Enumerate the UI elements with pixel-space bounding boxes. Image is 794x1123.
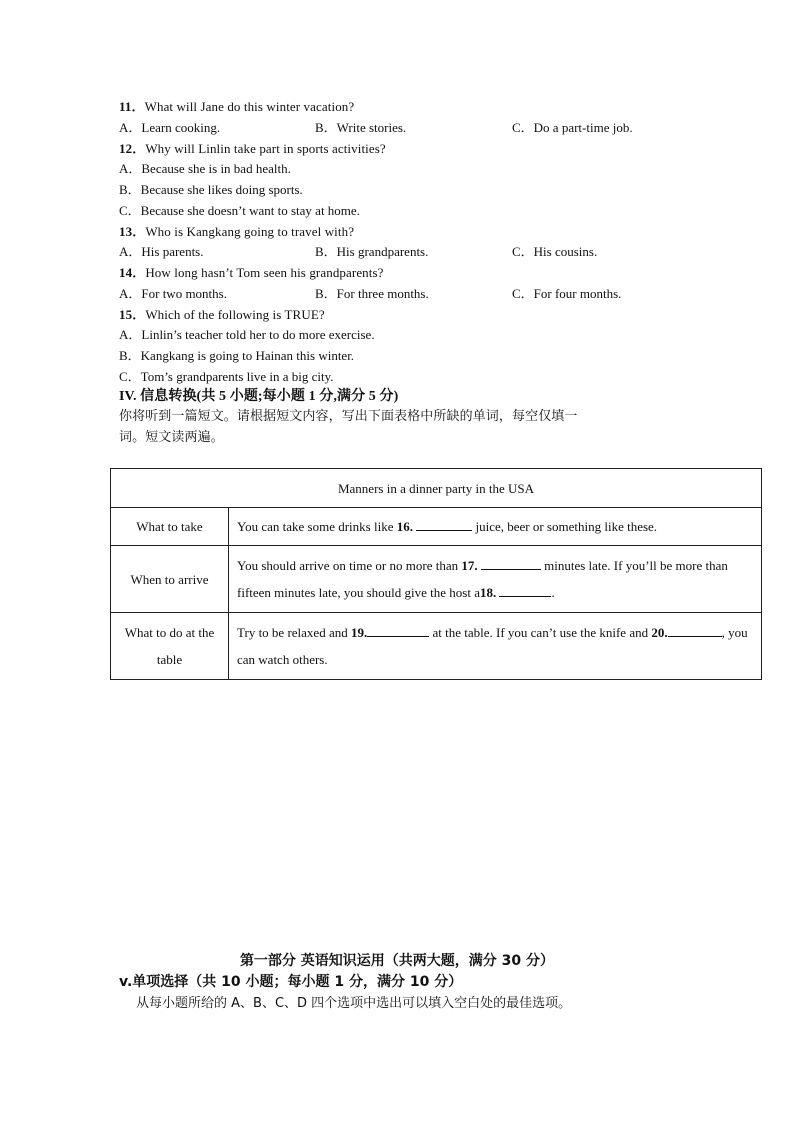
section-4-instruction: 你将听到一篇短文。请根据短文内容，写出下面表格中所缺的单词，每空仅填一	[119, 409, 578, 424]
table-row	[111, 546, 762, 613]
info-table	[110, 468, 762, 680]
question-text: Which of the following is TRUE?	[145, 307, 325, 322]
blank-number: 16.	[396, 519, 413, 534]
option-b: B．For three months.	[315, 286, 429, 301]
option-a: A．Because she is in bad health.	[119, 161, 291, 176]
question-15	[119, 307, 325, 323]
row-text: juice, beer or something like these.	[472, 519, 658, 534]
row-content	[229, 613, 762, 680]
answer-blank-18[interactable]	[499, 584, 551, 597]
option-b: B．Write stories.	[315, 120, 407, 135]
question-14	[119, 265, 384, 281]
row-content	[229, 508, 762, 546]
question-11	[119, 99, 354, 115]
answer-blank-20[interactable]	[668, 624, 722, 637]
row-label: What to do at the table	[111, 613, 229, 680]
question-text: Why will Linlin take part in sports activities?	[145, 141, 386, 156]
row-label: When to arrive	[111, 546, 229, 613]
blank-number: 18.	[479, 585, 497, 600]
option-a: A．Learn cooking.	[119, 120, 221, 135]
row-text: at the table. If you can’t use the knife and	[429, 625, 652, 640]
part-1-title: 第一部分 英语知识运用（共两大题，满分 30 分）	[239, 953, 555, 969]
row-text: You can take some drinks like	[237, 519, 397, 534]
section-5-title: v.单项选择（共 10 小题；每小题 1 分，满分 10 分）	[119, 974, 463, 990]
answer-blank-19[interactable]	[367, 624, 429, 637]
section-4-instruction-cont: 词。短文读两遍。	[119, 430, 224, 445]
row-text: Try to be relaxed and	[237, 625, 351, 640]
option-a: A．His parents.	[119, 244, 204, 259]
blank-number: 19.	[350, 625, 368, 640]
section-4-title: IV. 信息转换(共 5 小题;每小题 1 分,满分 5 分)	[119, 389, 399, 404]
table-header: Manners in a dinner party in the USA	[111, 469, 762, 508]
question-number: 11．	[119, 99, 145, 114]
row-content	[229, 546, 762, 613]
question-number: 12．	[119, 141, 146, 156]
row-text: , you can watch others.	[237, 625, 748, 667]
question-text: What will Jane do this winter vacation?	[144, 99, 355, 114]
section-5-instruction: 从每小题所给的 A、B、C、D 四个选项中选出可以填入空白处的最佳选项。	[136, 996, 572, 1011]
option-b: B．Because she likes doing sports.	[119, 182, 303, 197]
option-c: C．His cousins.	[512, 244, 598, 259]
option-a: A．Linlin’s teacher told her to do more exercise.	[119, 327, 375, 342]
question-12	[119, 141, 386, 157]
option-a: A．For two months.	[119, 286, 227, 301]
row-text: .	[551, 585, 555, 600]
option-c: C．Tom’s grandparents live in a big city.	[119, 369, 334, 384]
option-c: C．Do a part-time job.	[512, 120, 633, 135]
question-13	[119, 224, 354, 240]
answer-blank-17[interactable]	[481, 557, 541, 570]
question-number: 13．	[119, 224, 146, 239]
option-c: C．For four months.	[512, 286, 622, 301]
option-c: C．Because she doesn’t want to stay at home.	[119, 203, 360, 218]
table-row	[111, 508, 762, 546]
answer-blank-16[interactable]	[416, 518, 472, 531]
question-text: Who is Kangkang going to travel with?	[145, 224, 355, 239]
row-label: What to take	[111, 508, 229, 546]
question-number: 14．	[119, 265, 146, 280]
table-row	[111, 613, 762, 680]
question-text: How long hasn’t Tom seen his grandparents?	[145, 265, 384, 280]
option-b: B．His grandparents.	[315, 244, 429, 259]
blank-number: 20.	[651, 625, 668, 640]
row-text: You should arrive on time or no more than	[237, 558, 462, 573]
option-b: B．Kangkang is going to Hainan this winter.	[119, 348, 355, 363]
row-text: minutes late. If you’ll be more than fifteen minutes late, you should give the host a	[237, 558, 728, 600]
question-number: 15．	[119, 307, 146, 322]
blank-number: 17.	[461, 558, 478, 573]
